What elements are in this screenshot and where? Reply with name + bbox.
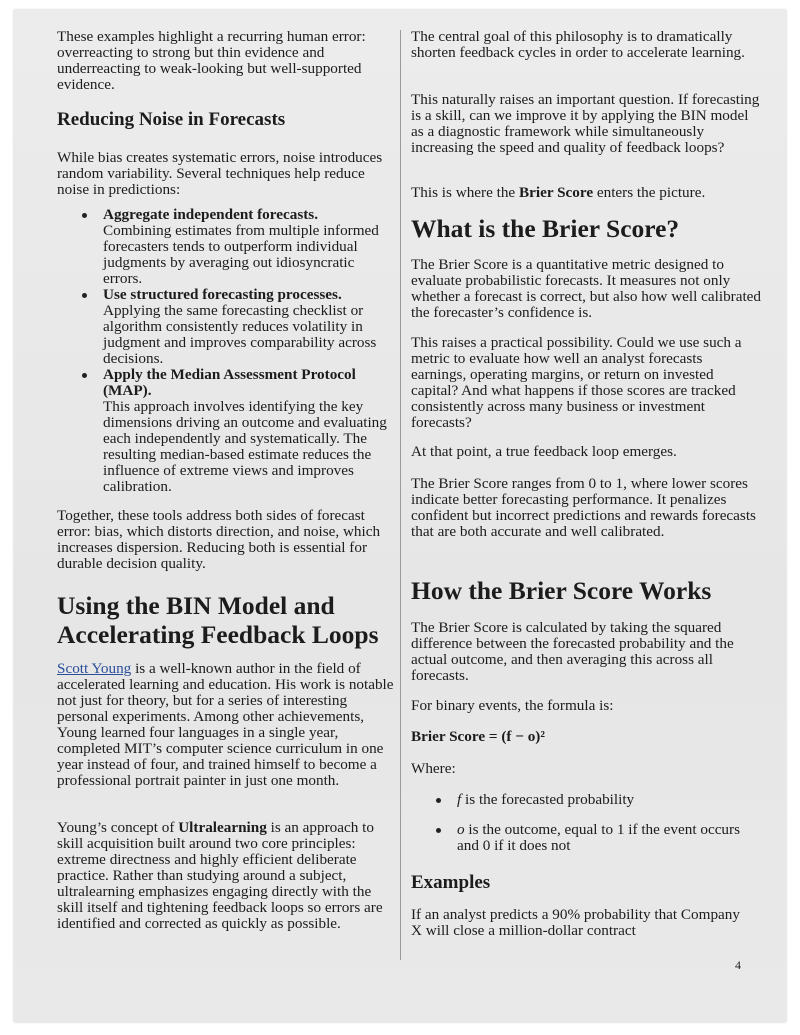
brier-score-term: Brier Score — [518, 184, 594, 201]
paragraph — [411, 185, 761, 201]
ultralearning-term: Ultralearning — [178, 819, 267, 836]
list-item — [57, 367, 395, 495]
list-item-text: Applying the same forecasting checklist or algorithm consistently reduces volatility in judgment and improves comparability across decisions. — [103, 302, 377, 367]
list-item-text: is the forecasted probability — [461, 791, 635, 808]
list-item-title: Apply the Median Assessment Protocol (MAP). — [103, 366, 356, 399]
paragraph-text: Young’s concept of — [57, 819, 179, 836]
paragraph-text: enters the picture. — [593, 184, 706, 201]
paragraph-text: is an approach to skill acquisition built around two core principles: extreme directness and highly efficient deliberate practice. Rather than studying around a subject, ultralearning emphasizes engaging directly with the skill itself and tightening feedback loops so errors are identified and corrected as quickly as possible. — [57, 819, 383, 932]
list-item — [411, 822, 761, 854]
column-divider — [400, 30, 401, 960]
paragraph: While bias creates systematic errors, noise introduces random variability. Several techniques help reduce noise in predictions: — [57, 149, 383, 198]
paragraph: At that point, a true feedback loop emerges. — [411, 443, 677, 460]
paragraph — [57, 820, 395, 932]
paragraph: This raises a practical possibility. Could we use such a metric to evaluate how well an analyst forecasts earnings, operating margins, or return on invested capital? And what happens if those scores are tracked consistently across many business or investment forecasts? — [411, 334, 742, 431]
noise-techniques-list — [57, 207, 395, 495]
list-item-text: is the outcome, equal to 1 if the event occurs and 0 if it does not — [457, 821, 740, 854]
section-heading: What is the Brier Score? — [411, 214, 680, 243]
paragraph: The Brier Score is a quantitative metric designed to evaluate probabilistic forecasts. It measures not only whether a forecast is correct, but also how well calibrated the forecaster’s confidence is. — [411, 256, 762, 321]
list-item-title: Use structured forecasting processes. — [103, 286, 342, 303]
paragraph-text: is a well-known author in the field of accelerated learning and education. His work is notable not just for theory, but for a series of interesting personal experiments. Among other achievements, Young learned four languages in a single year, completed MIT’s computer science curriculum in one year instead of four, and trained himself to become a professional portrait painter in just one month. — [57, 660, 394, 789]
paragraph: These examples highlight a recurring human error: overreacting to strong but thin evidence and underreacting to weak-looking but well-supported evidence. — [57, 28, 366, 93]
paragraph: For binary events, the formula is: — [411, 697, 614, 714]
paragraph: This naturally raises an important question. If forecasting is a skill, can we improve it by applying the BIN model as a diagnostic framework while simultaneously increasing the speed and quality of feedback loops? — [411, 91, 760, 156]
paragraph: Together, these tools address both sides of forecast error: bias, which distorts direction, and noise, which increases dispersion. Reducing both is essential for durable decision quality. — [57, 507, 381, 572]
paragraph: If an analyst predicts a 90% probability that Company X will close a million-dollar contract — [411, 906, 740, 939]
list-item — [411, 792, 761, 808]
definitions-list — [411, 792, 761, 854]
paragraph: Where: — [411, 760, 456, 777]
paragraph — [57, 661, 395, 789]
page-number: 4 — [735, 958, 741, 972]
section-heading: How the Brier Score Works — [411, 576, 712, 605]
paragraph: The central goal of this philosophy is to dramatically shorten feedback cycles in order to accelerate learning. — [411, 28, 745, 61]
paragraph: The Brier Score is calculated by taking the squared difference between the forecasted probability and the actual outcome, and then averaging this across all forecasts. — [411, 619, 734, 684]
section-heading: Using the BIN Model and Accelerating Feedback Loops — [57, 591, 379, 649]
list-item-text: Combining estimates from multiple informed forecasters tends to outperform individual judgments by averaging out idiosyncratic errors. — [103, 222, 379, 287]
list-item — [57, 287, 395, 367]
list-item-text: This approach involves identifying the key dimensions driving an outcome and evaluating each independently and systematically. The resulting median-based estimate reduces the influence of extreme views and improves calibration. — [103, 398, 387, 495]
symbol: f — [457, 791, 462, 808]
section-heading: Examples — [411, 872, 491, 893]
list-item-title: Aggregate independent forecasts. — [103, 206, 318, 223]
paragraph: The Brier Score ranges from 0 to 1, where lower scores indicate better forecasting performance. It penalizes confident but incorrect predictions and rewards forecasts that are both accurate and well calibrated. — [411, 475, 756, 540]
symbol: o — [457, 821, 465, 838]
section-heading: Reducing Noise in Forecasts — [57, 109, 286, 130]
scott-young-link[interactable]: Scott Young — [57, 660, 132, 677]
paragraph-text: This is where the — [411, 184, 519, 201]
list-item — [57, 207, 395, 287]
brier-formula: Brier Score = (f − o)² — [411, 728, 545, 745]
